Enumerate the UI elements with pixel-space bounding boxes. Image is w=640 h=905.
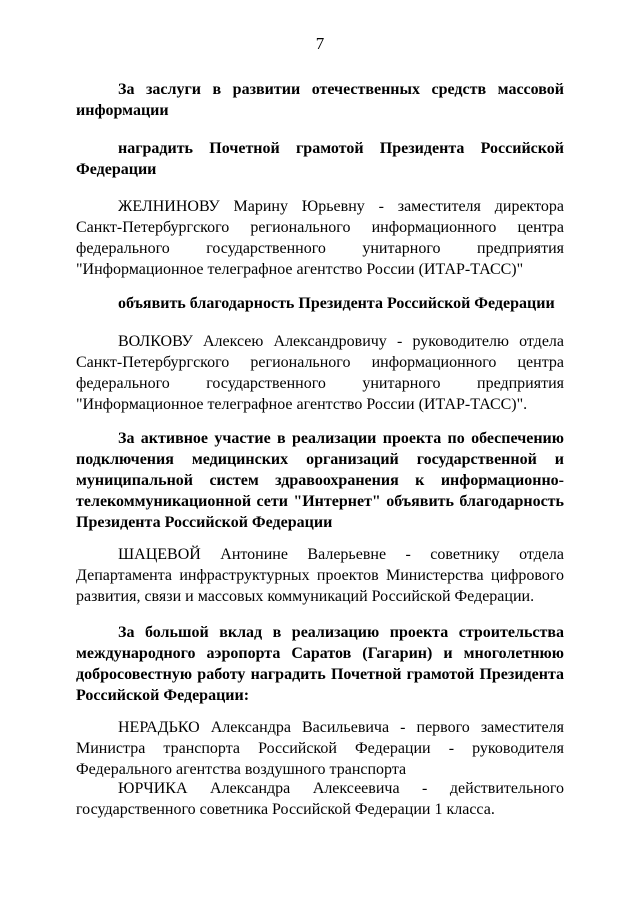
recipient-neradko: НЕРАДЬКО Александра Васильевича - первого заместителя Министра транспорта Российской Федерации - руководителя Федерального агентства воздушного транспорта: [76, 719, 564, 778]
award-reason-media: За заслуги в развитии отечественных средств массовой информации: [76, 81, 564, 119]
page-number: 7: [315, 34, 325, 53]
award-reason-airport: За большой вклад в реализацию проекта строительства международного аэропорта Саратов (Гагарин) и многолетнюю добросовестную работу наградить Почетной грамотой Президента Российской Федерации:: [76, 624, 564, 704]
award-action-certificate: наградить Почетной грамотой Президента Российской Федерации: [76, 140, 564, 178]
award-action-gratitude: объявить благодарность Президента Российской Федерации: [118, 295, 555, 312]
recipient-volkov: ВОЛКОВУ Алексею Александровичу - руководителю отдела Санкт-Петербургского регионального информационного центра федерального государственного унитарного предприятия "Информационное телеграфное агентство России (ИТАР-ТАСС)".: [76, 333, 564, 413]
recipient-zhelninova: ЖЕЛНИНОВУ Марину Юрьевну - заместителя директора Санкт-Петербургского регионального информационного центра федерального государственного унитарного предприятия "Информационное телеграфное агентство России (ИТАР-ТАСС)": [76, 198, 564, 278]
recipient-yurchik: ЮРЧИКА Александра Алексеевича - действительного государственного советника Российской Федерации 1 класса.: [76, 780, 564, 818]
award-reason-healthcare: За активное участие в реализации проекта по обеспечению подключения медицинских организаций государственной и муниципальной систем здравоохранения к информационно-телекоммуникационной сети "Интернет" объявить благодарность Президента Российской Федерации: [76, 430, 564, 531]
recipient-shatseva: ШАЦЕВОЙ Антонине Валерьевне - советнику отдела Департамента инфраструктурных проектов Министерства цифрового развития, связи и массовых коммуникаций Российской Федерации.: [76, 546, 564, 605]
